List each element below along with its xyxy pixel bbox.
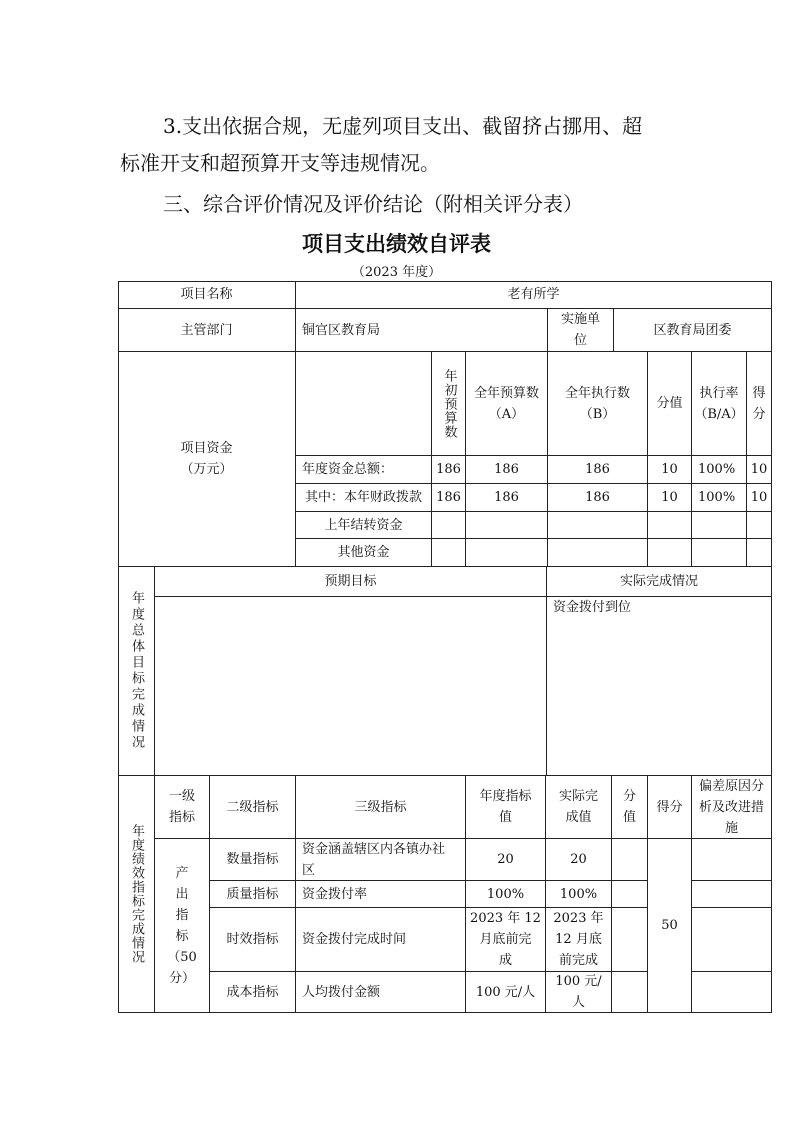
funds-value: 186 bbox=[432, 456, 466, 484]
impl: 区教育局团委 bbox=[614, 309, 772, 352]
funds-value bbox=[432, 512, 466, 539]
funds-value bbox=[648, 539, 692, 567]
expected-label: 预期目标 bbox=[155, 567, 547, 597]
funds-value: 10 bbox=[648, 484, 692, 512]
indicator-target: 20 bbox=[466, 839, 546, 881]
funds-row-label: 其中：本年财政拨款 bbox=[296, 484, 432, 512]
funds-value: 100% bbox=[692, 484, 747, 512]
level1-indicator: 产 出 指 标 （50 分） bbox=[155, 839, 210, 1013]
funds-row-label: 其他资金 bbox=[296, 539, 432, 567]
funds-header: 得 分 bbox=[747, 352, 772, 456]
funds-value: 10 bbox=[648, 456, 692, 484]
funds-header: 分值 bbox=[648, 352, 692, 456]
funds-value: 10 bbox=[747, 456, 772, 484]
level2-indicator: 质量指标 bbox=[210, 881, 296, 908]
indicator-target: 100% bbox=[466, 881, 546, 908]
funds-header: 执行率 （B/A） bbox=[692, 352, 747, 456]
deviation-analysis bbox=[692, 972, 772, 1013]
indicator-header: 三级指标 bbox=[296, 776, 466, 839]
indicator-actual: 20 bbox=[546, 839, 612, 881]
indicator-weight bbox=[612, 839, 648, 881]
indicator-header: 偏差原因分 析及改进措 施 bbox=[692, 776, 772, 839]
funds-row-label: 年度资金总额： bbox=[296, 456, 432, 484]
funds-value: 10 bbox=[747, 484, 772, 512]
funds-value bbox=[548, 539, 648, 567]
paragraph-line: 3.支出依据合规，无虚列项目支出、截留挤占挪用、超 bbox=[163, 114, 643, 138]
indicator-header: 分 值 bbox=[612, 776, 648, 839]
funds-value bbox=[692, 512, 747, 539]
indicators-side-label: 年度绩效指标完成情况 bbox=[118, 776, 155, 1013]
table-subtitle: （2023 年度） bbox=[351, 265, 442, 280]
indicator-header: 年度指标 值 bbox=[466, 776, 546, 839]
indicator-actual: 2023 年 12 月底 前完成 bbox=[546, 908, 612, 972]
actual-label: 实际完成情况 bbox=[547, 567, 772, 597]
indicator-weight bbox=[612, 972, 648, 1013]
indicator-target: 100 元/人 bbox=[466, 972, 546, 1013]
paragraph-line: 标准开支和超预算开支等违规情况。 bbox=[120, 151, 440, 175]
funds-value bbox=[466, 539, 548, 567]
indicator-target: 2023 年 12 月底前完 成 bbox=[466, 908, 546, 972]
expected-goal bbox=[155, 597, 547, 776]
funds-value bbox=[648, 512, 692, 539]
funds-value bbox=[747, 512, 772, 539]
indicator-header: 实际完 成值 bbox=[546, 776, 612, 839]
indicator-header: 得分 bbox=[648, 776, 692, 839]
funds-value: 186 bbox=[432, 484, 466, 512]
level3-indicator: 资金涵盖辖区内各镇办社 区 bbox=[296, 839, 466, 881]
indicator-weight bbox=[612, 908, 648, 972]
funds-header: 全年执行数 （B） bbox=[548, 352, 648, 456]
dept-label: 主管部门 bbox=[118, 309, 296, 352]
funds-value: 100% bbox=[692, 456, 747, 484]
level3-indicator: 资金拨付完成时间 bbox=[296, 908, 466, 972]
funds-value: 186 bbox=[466, 484, 548, 512]
level2-indicator: 成本指标 bbox=[210, 972, 296, 1013]
funds-header: 年初预算数 bbox=[432, 352, 466, 456]
funds-value: 186 bbox=[548, 456, 648, 484]
deviation-analysis bbox=[692, 908, 772, 972]
impl-label: 实施单 位 bbox=[548, 309, 614, 352]
indicator-header: 一级 指标 bbox=[155, 776, 210, 839]
indicator-actual: 100% bbox=[546, 881, 612, 908]
table-title: 项目支出绩效自评表 bbox=[302, 232, 491, 256]
empty-cell bbox=[296, 352, 432, 456]
funds-value bbox=[692, 539, 747, 567]
funds-value: 186 bbox=[466, 456, 548, 484]
indicator-header: 二级指标 bbox=[210, 776, 296, 839]
indicator-score: 50 bbox=[648, 839, 692, 1013]
funds-header: 全年预算数 （A） bbox=[466, 352, 548, 456]
funds-value bbox=[548, 512, 648, 539]
goals-side-label: 年度总体目标完成情况 bbox=[118, 567, 155, 776]
actual-goal: 资金拨付到位 bbox=[547, 597, 772, 776]
funds-value: 186 bbox=[548, 484, 648, 512]
level2-indicator: 时效指标 bbox=[210, 908, 296, 972]
deviation-analysis bbox=[692, 839, 772, 881]
project-name: 老有所学 bbox=[296, 281, 772, 309]
funds-value bbox=[747, 539, 772, 567]
funds-value bbox=[432, 539, 466, 567]
deviation-analysis bbox=[692, 881, 772, 908]
level2-indicator: 数量指标 bbox=[210, 839, 296, 881]
indicator-actual: 100 元/ 人 bbox=[546, 972, 612, 1013]
level3-indicator: 资金拨付率 bbox=[296, 881, 466, 908]
dept: 铜官区教育局 bbox=[296, 309, 548, 352]
section-heading: 三、综合评价情况及评价结论（附相关评分表） bbox=[163, 192, 583, 216]
level3-indicator: 人均拨付金额 bbox=[296, 972, 466, 1013]
funds-value bbox=[466, 512, 548, 539]
funds-label: 项目资金 （万元） bbox=[118, 352, 296, 567]
indicator-weight bbox=[612, 881, 648, 908]
project-name-label: 项目名称 bbox=[118, 281, 296, 309]
funds-row-label: 上年结转资金 bbox=[296, 512, 432, 539]
